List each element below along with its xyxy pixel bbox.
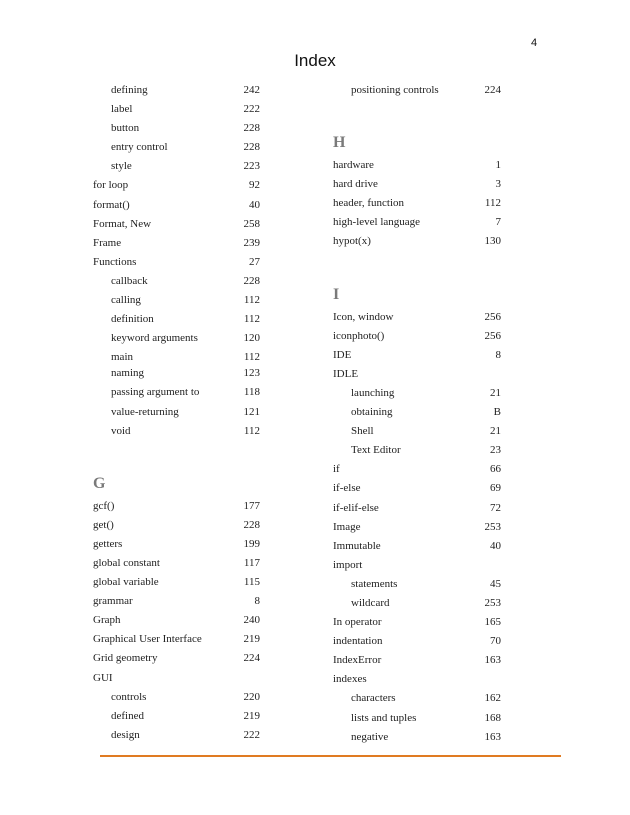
index-term: naming	[111, 367, 144, 380]
index-page-number: 177	[243, 499, 260, 512]
index-term: defined	[111, 709, 144, 722]
index-entry	[93, 535, 260, 554]
index-page-number: 163	[484, 730, 501, 743]
index-term: Functions	[93, 255, 137, 268]
index-term: label	[111, 103, 133, 116]
index-term: Icon, window	[333, 310, 394, 323]
index-term: if-elif-else	[333, 501, 379, 514]
index-page-number: 70	[490, 635, 501, 648]
index-term: header, function	[333, 197, 405, 210]
index-page-number: 92	[249, 179, 260, 192]
index-page-number: 72	[490, 501, 501, 514]
index-entry	[333, 327, 501, 346]
index-entry	[333, 479, 501, 498]
index-subentry	[93, 422, 260, 441]
index-term: IndexError	[333, 654, 382, 667]
index-term: main	[111, 351, 133, 364]
index-page-number: 258	[243, 217, 260, 230]
index-entry	[93, 253, 260, 272]
index-page-number: 220	[243, 690, 260, 703]
index-entry	[333, 537, 501, 556]
index-term: get()	[93, 518, 114, 531]
index-term: Graph	[93, 614, 121, 627]
index-term: gcf()	[93, 499, 115, 512]
index-subentry	[333, 728, 501, 747]
index-subentry	[333, 81, 501, 100]
index-page-number: 115	[243, 576, 260, 589]
index-term: void	[111, 424, 131, 437]
section-spacer	[333, 100, 501, 126]
index-page-number: 219	[243, 709, 260, 722]
index-page-number: 112	[243, 351, 260, 364]
index-page-number: 112	[243, 424, 260, 437]
index-page-number: 120	[243, 332, 260, 345]
index-subentry	[93, 119, 260, 138]
index-subentry	[93, 688, 260, 707]
index-entry	[333, 365, 501, 384]
index-page-number: 66	[490, 463, 501, 476]
index-entry	[93, 554, 260, 573]
index-term: Graphical User Interface	[93, 633, 202, 646]
index-term: positioning controls	[351, 84, 439, 96]
index-page-number: 224	[243, 652, 260, 665]
index-term: lists and tuples	[351, 711, 417, 724]
index-entry	[93, 611, 260, 630]
index-term: IDLE	[333, 367, 359, 380]
index-entry	[93, 592, 260, 611]
index-page-number: 40	[490, 539, 501, 552]
index-entry	[93, 630, 260, 649]
index-term: design	[111, 728, 140, 741]
index-term: Frame	[93, 236, 122, 249]
index-term: obtaining	[351, 406, 393, 419]
section-letter-heading: G	[93, 474, 106, 492]
index-entry	[93, 176, 260, 195]
index-entry	[333, 556, 501, 575]
index-page-number: 165	[484, 616, 501, 629]
index-term: indexes	[333, 673, 367, 686]
index-page-number: 8	[254, 595, 260, 608]
index-term: characters	[351, 692, 396, 705]
index-entry	[333, 213, 501, 232]
index-subentry	[333, 709, 501, 728]
index-page-number: 21	[490, 425, 501, 438]
index-term: hardware	[333, 159, 374, 172]
index-page-number: 23	[490, 444, 501, 457]
index-page-number: 222	[243, 728, 260, 741]
index-term: callback	[111, 274, 148, 287]
index-page-number: 239	[243, 236, 260, 249]
index-entry	[333, 308, 501, 327]
index-page-number: 40	[249, 198, 260, 211]
index-page-number: 253	[484, 596, 501, 609]
index-term: style	[111, 160, 132, 173]
index-term: high-level language	[333, 216, 421, 229]
section-spacer	[333, 252, 501, 278]
index-term: format()	[93, 198, 130, 211]
index-page-number: 7	[495, 216, 501, 229]
index-subentry	[93, 81, 260, 100]
index-subentry	[93, 403, 260, 422]
index-entry	[333, 194, 501, 213]
index-page-number: 228	[243, 518, 260, 531]
index-term: negative	[351, 730, 389, 743]
index-term: getters	[93, 537, 123, 550]
index-term: value-returning	[111, 405, 179, 418]
index-term: hard drive	[333, 178, 378, 191]
index-page-number: 168	[484, 711, 501, 724]
index-term: Grid geometry	[93, 652, 158, 665]
index-term: Shell	[351, 425, 374, 438]
index-subentry	[93, 291, 260, 310]
index-term: passing argument to	[111, 386, 200, 399]
index-page-number: 224	[484, 84, 501, 96]
index-term: launching	[351, 386, 395, 399]
index-entry	[333, 499, 501, 518]
index-page-number: 45	[490, 577, 501, 590]
index-page-number: 21	[490, 386, 501, 399]
index-page-number: 223	[243, 160, 260, 173]
index-term: import	[333, 558, 363, 571]
index-page-number: 112	[484, 197, 501, 210]
index-page-number: 240	[243, 614, 260, 627]
index-column-left	[93, 81, 260, 745]
index-entry	[333, 518, 501, 537]
index-page-number: 123	[243, 367, 260, 380]
index-entry	[93, 234, 260, 253]
index-term: controls	[111, 690, 147, 703]
section-letter-heading: I	[333, 285, 340, 303]
index-term: hypot(x)	[333, 235, 371, 248]
index-page-number: 121	[243, 405, 260, 418]
index-page-number: 112	[243, 313, 260, 326]
index-page-number: B	[493, 406, 501, 419]
index-page-number: 222	[243, 103, 260, 116]
index-entry	[93, 516, 260, 535]
index-entry	[93, 649, 260, 668]
index-term: wildcard	[351, 596, 390, 609]
index-page-number: 199	[243, 537, 260, 550]
index-term: IDE	[333, 348, 352, 361]
index-page-number: 253	[484, 520, 501, 533]
index-subentry	[333, 441, 501, 460]
index-term: keyword arguments	[111, 332, 198, 345]
index-term: global variable	[93, 576, 159, 589]
index-page-number: 130	[484, 235, 501, 248]
index-entry	[93, 573, 260, 592]
index-page-number: 228	[243, 141, 260, 154]
index-page-number: 27	[249, 255, 260, 268]
index-entry	[333, 613, 501, 632]
index-term: for loop	[93, 179, 129, 192]
index-entry	[333, 175, 501, 194]
index-entry	[93, 196, 260, 215]
index-page-number: 69	[490, 482, 501, 495]
index-term: Text Editor	[351, 444, 401, 457]
index-entry	[333, 232, 501, 251]
index-subentry	[93, 707, 260, 726]
index-term: In operator	[333, 616, 382, 629]
index-term: Immutable	[333, 539, 381, 552]
index-term: definition	[111, 313, 154, 326]
index-page-number: 8	[495, 348, 501, 361]
section-letter-heading: H	[333, 134, 346, 152]
index-subentry	[93, 383, 260, 402]
section-spacer	[93, 441, 260, 467]
index-term: indentation	[333, 635, 383, 648]
index-page-number: 256	[484, 329, 501, 342]
index-entry	[333, 346, 501, 365]
index-page-number: 1	[495, 159, 501, 172]
index-subentry	[93, 310, 260, 329]
index-subentry	[93, 726, 260, 745]
index-term: GUI	[93, 671, 113, 684]
page-title: Index	[294, 51, 336, 70]
index-term: statements	[351, 577, 398, 590]
index-page-number: 256	[484, 310, 501, 323]
index-subentry	[333, 422, 501, 441]
index-page-number: 117	[243, 556, 260, 569]
index-page-number: 112	[243, 294, 260, 307]
index-entry	[333, 651, 501, 670]
index-subentry	[333, 594, 501, 613]
footer-rule	[100, 755, 561, 757]
index-term: defining	[111, 84, 148, 96]
index-subentry	[93, 100, 260, 119]
index-entry	[93, 497, 260, 516]
index-page-number: 228	[243, 122, 260, 135]
index-term: calling	[111, 294, 141, 307]
index-subentry	[93, 329, 260, 348]
index-term: entry control	[111, 141, 168, 154]
index-subentry	[93, 157, 260, 176]
index-entry	[93, 215, 260, 234]
index-subentry	[93, 272, 260, 291]
index-page-number: 118	[243, 386, 260, 399]
index-subentry	[333, 575, 501, 594]
index-entry	[333, 156, 501, 175]
index-entry	[333, 460, 501, 479]
index-page-number: 228	[243, 274, 260, 287]
index-column-right	[333, 81, 501, 747]
index-subentry	[333, 384, 501, 403]
index-page-number: 242	[243, 84, 260, 96]
page-number: 4	[531, 37, 538, 49]
index-entry	[333, 632, 501, 651]
index-subentry	[93, 348, 260, 364]
index-term: Format, New	[93, 217, 152, 230]
index-subentry	[333, 403, 501, 422]
index-entry	[333, 670, 501, 689]
index-term: global constant	[93, 556, 160, 569]
index-page-number: 163	[484, 654, 501, 667]
index-term: if	[333, 463, 340, 476]
index-subentry	[93, 138, 260, 157]
index-page-number: 162	[484, 692, 501, 705]
index-term: grammar	[93, 595, 133, 608]
index-subentry	[93, 364, 260, 383]
index-term: if-else	[333, 482, 361, 495]
index-term: Image	[333, 520, 361, 533]
index-term: iconphoto()	[333, 329, 385, 342]
index-page-number: 219	[243, 633, 260, 646]
index-subentry	[333, 689, 501, 708]
index-term: button	[111, 122, 140, 135]
index-page-number: 3	[495, 178, 501, 191]
index-entry	[93, 669, 260, 688]
